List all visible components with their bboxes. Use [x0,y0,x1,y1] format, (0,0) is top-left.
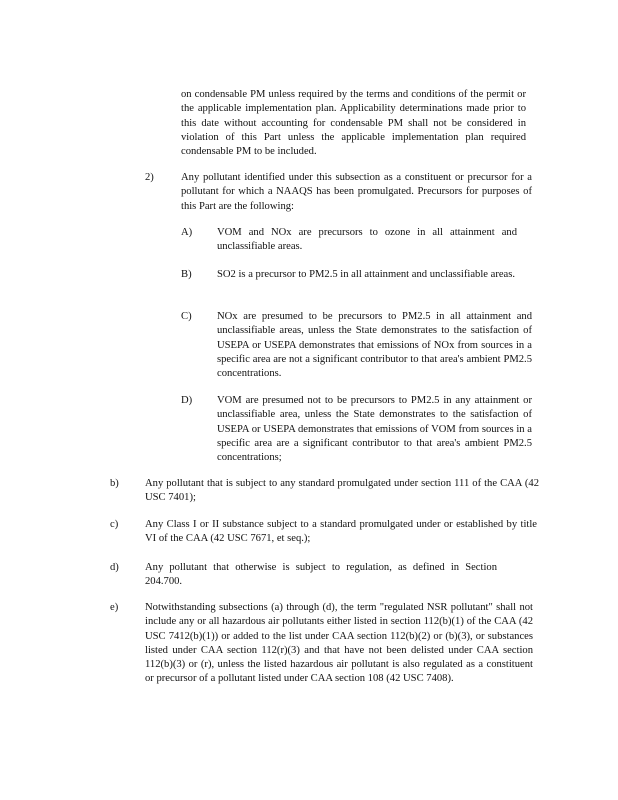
item-B-text: SO2 is a precursor to PM2.5 in all attainment and unclassifiable areas. [217,269,516,280]
item-2-label: 2) [145,172,154,183]
item-A-label: A) [181,227,193,238]
item-e-text: Notwithstanding subsections (a) through (d), the term "regulated NSR pollutant" shall not include any or all hazardous air pollutants either listed in section 112(b)(1) of the CAA (42 USC 7412(b)(1)) or added to the list under CAA section 112(b)(2) or (b)(3), or substances listed under CAA section 112(r)(3) and that have not been delisted under CAA section 112(b)(3) or (r), unless the listed hazardous air pollutant is also regulated as a constituent or precursor of a pollutant listed under CAA section 108 (42 USC 7408). [145,602,533,685]
item-C-text: NOx are presumed to be precursors to PM2.5 in all attainment and unclassifiable areas, unless the State demonstrates to the satisfaction of USEPA or USEPA demonstrates that emissions of NOx from sources in a specific area are not a significant contributor to that area's ambient PM2.5 concentrations. [217,311,532,380]
item-A-text: VOM and NOx are precursors to ozone in all attainment and unclassifiable areas. [217,227,517,253]
item-D-label: D) [181,395,193,406]
item-b-label: b) [110,478,119,489]
item-d-label: d) [110,562,119,573]
item-c-text: Any Class I or II substance subject to a standard promulgated under or established by title VI of the CAA (42 USC 7671, et seq.); [145,519,537,545]
item-C-label: C) [181,311,192,322]
item-D-text: VOM are presumed not to be precursors to PM2.5 in any attainment or unclassifiable area, unless the State demonstrates to the satisfaction of USEPA or USEPA demonstrates that emissions of VOM from sources in a specific area are a significant contributor to that area's ambient PM2.5 concentrations; [217,395,532,464]
item-d-text: Any pollutant that otherwise is subject to regulation, as defined in Section 204.700. [145,562,497,588]
item-b-text: Any pollutant that is subject to any standard promulgated under section 111 of the CAA (42 USC 7401); [145,478,539,504]
item-B-label: B) [181,269,192,280]
item-2-text: Any pollutant identified under this subsection as a constituent or precursor for a pollutant for which a NAAQS has been promulgated. Precursors for purposes of this Part are the following: [181,172,532,212]
item-e-label: e) [110,602,119,613]
item-c-label: c) [110,519,119,530]
paragraph-condensable-pm: on condensable PM unless required by the terms and conditions of the permit or the applicable implementation plan. Applicability determinations made prior to this date without accounting for condensable PM shall not be considered in violation of this Part unless the applicable implementation plan required condensable PM to be included. [181,89,526,158]
